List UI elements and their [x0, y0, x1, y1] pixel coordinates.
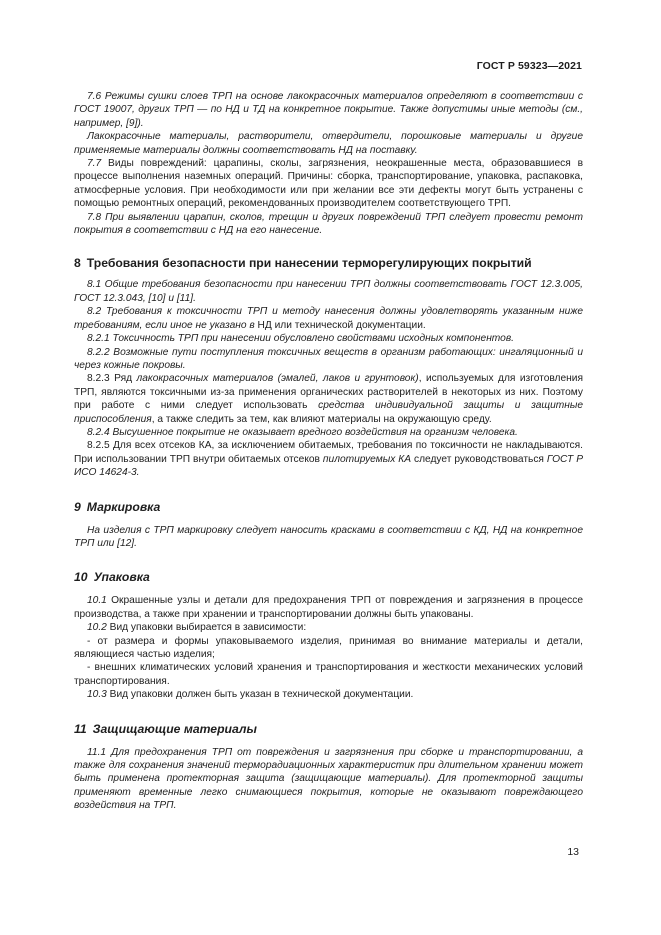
paragraph-8-2-4: 8.2.4 Высушенное покрытие не оказывает вредного воздействия на организм человека.	[87, 426, 518, 438]
paragraph-8-2-5	[74, 439, 583, 479]
italic-text: лакокрасочных материалов (эмалей, лаков и грунтовок)	[136, 373, 419, 385]
paragraph-7-7	[74, 157, 583, 211]
paragraph-11-1: 11.1 Для предохранения ТРП от повреждения и загрязнения при сборке и транспортировании, а также для сохранения значений терморадиационных характеристик при длительном хранении может быть применена протекторная защита (защищающие материалы). Для протекторной защиты применяют временные легко снимающиеся покрытия, которые не оказывают повреждающего воздействия на ТРП.	[74, 746, 583, 812]
clause-number: 10.1	[87, 595, 107, 607]
section-number: 9	[74, 499, 81, 514]
section-11-heading	[74, 722, 583, 737]
paragraph-text: Виды повреждений: царапины, сколы, загрязнения, неокрашенные места, образовавшиеся в процессе выполнения наземных операций. Причины: сборка, транспортирование, упаковка, распаковка, атмосферные условия. При необходимости или при желании все эти дефекты могут быть устранены с помощью ремонтных операций, рекомендованных производителем соответствующего ТРП.	[74, 158, 583, 210]
paragraph-7-8: 7.8 При выявлении царапин, сколов, трещин и других повреждений ТРП следует провести ремонт покрытия в соответствии с НД на его нанесение.	[74, 211, 583, 237]
section-10-heading	[74, 570, 583, 585]
paragraph-7-6: 7.6 Режимы сушки слоев ТРП на основе лакокрасочных материалов определяют в соответствии с ГОСТ 19007, других ТРП — по НД и ТД на конкретное покрытие. Также допустимы иные методы (см., например, [9]).	[74, 91, 583, 129]
italic-text: средства индивидуальной защиты и защитные приспособления	[74, 400, 583, 425]
paragraph-8-2	[74, 305, 583, 332]
list-item-climate: - внешних климатических условий хранения и транспортирования и жесткости механических условий транспортирования.	[74, 662, 583, 687]
italic-text: пилотируемых КА	[322, 453, 412, 465]
list-item-size: - от размера и формы упаковываемого изделия, принимая во внимание материалы и детали, являющиеся частью изделия;	[74, 635, 583, 660]
italic-text: ГОСТ Р ИСО 14624-3.	[74, 453, 583, 479]
section-9-heading	[74, 500, 583, 515]
paragraph-10-3	[74, 688, 583, 701]
section-title: Защищающие материалы	[92, 721, 257, 736]
clause-number: 10.3	[87, 689, 107, 701]
paragraph-9: На изделия с ТРП маркировку следует наносить красками в соответствии с КД, НД на конкретное ТРП или [12].	[74, 524, 583, 549]
paragraph-7-6-materials: Лакокрасочные материалы, растворители, отвердители, порошковые материалы и другие применяемые материалы должны соответствовать НД на поставку.	[74, 131, 583, 156]
section-8-heading	[74, 256, 583, 271]
paragraph-text: НД или технической документации.	[254, 319, 426, 331]
paragraph-text: следует руководствоваться	[411, 453, 547, 465]
paragraph-text: Ряд	[109, 373, 137, 385]
paragraph-text: Вид упаковки должен быть указан в технической документации.	[106, 689, 414, 701]
italic-text: 8.2 Требования к токсичности ТРП и методу нанесения должны удовлетворять указанным ниже требованиям, если иное не указано в	[74, 306, 583, 331]
page-number: 13	[567, 846, 579, 858]
paragraph-text: Окрашенные узлы и детали для предохранения ТРП от повреждения и загрязнения в процессе производства, а также при хранении и транспортировании должны быть упакованы.	[74, 595, 583, 620]
paragraph-8-2-2: 8.2.2 Возможные пути поступления токсичных веществ в организм работающих: ингаляционный и через кожные покровы.	[74, 346, 583, 371]
clause-number: 8.2.3	[87, 373, 110, 385]
paragraph-8-2-1: 8.2.1 Токсичность ТРП при нанесении обусловлено свойствами исходных компонентов.	[87, 333, 514, 345]
paragraph-8-2-3	[74, 372, 583, 426]
section-title: Упаковка	[93, 570, 150, 585]
clause-number: 10.2	[87, 622, 107, 634]
paragraph-text: Для всех отсеков КА, за исключением обитаемых, требования по токсичности не накладываются. При использовании ТРП внутри обитаемых отсеков	[74, 440, 583, 465]
paragraph-10-1	[74, 594, 583, 621]
paragraph-text: , используемых для изготовления ТРП, являются токсичными из-за применения органических растворителей в некоторых из них. Поэтому при работе с ними следует использовать	[74, 373, 584, 412]
section-title: Маркировка	[86, 499, 161, 514]
paragraph-10-2	[74, 621, 583, 634]
section-number: 8	[74, 256, 81, 271]
clause-number: 7.7	[87, 158, 102, 170]
document-id-header: ГОСТ Р 59323—2021	[476, 60, 582, 72]
section-number: 10	[74, 570, 88, 585]
paragraph-8-1: 8.1 Общие требования безопасности при нанесении ТРП должны соответствовать ГОСТ 12.3.005, ГОСТ 12.3.043, [10] и [11].	[74, 279, 583, 304]
section-title: Требования безопасности при нанесении терморегулирующих покрытий	[86, 256, 532, 271]
page-content	[74, 90, 583, 813]
paragraph-text: Вид упаковки выбирается в зависимости:	[106, 622, 307, 634]
paragraph-text: , а также следить за тем, как влияют материалы на окружающую среду.	[151, 413, 492, 425]
clause-number: 8.2.5	[87, 440, 110, 452]
section-number: 11	[74, 721, 87, 736]
